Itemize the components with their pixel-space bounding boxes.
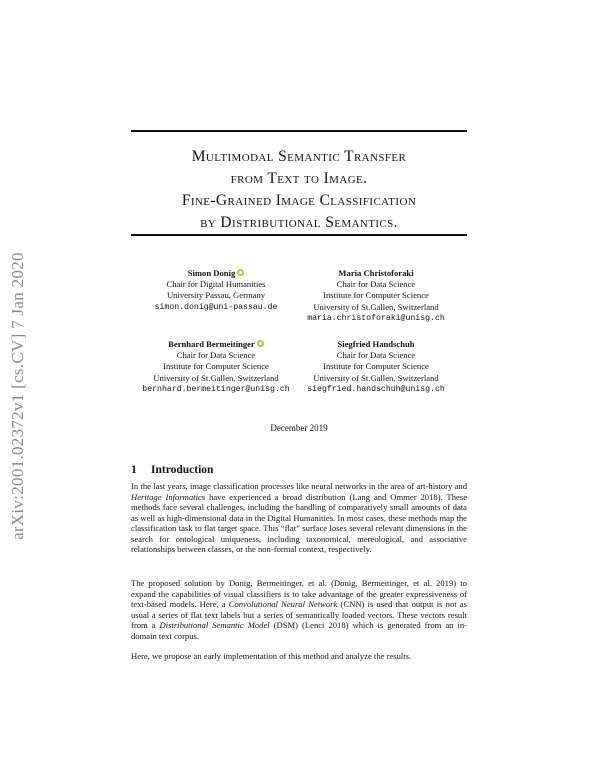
author-block bbox=[276, 339, 476, 395]
arxiv-stamp: arXiv:2001.02372v1 [cs.CV] 7 Jan 2020 bbox=[8, 252, 27, 540]
author-email[interactable]: bernhard.bermeitinger@unisg.ch bbox=[142, 384, 290, 394]
author-affiliation: Chair for Data Science bbox=[336, 279, 416, 290]
author-name: Maria Christoforaki bbox=[338, 268, 414, 278]
author-block bbox=[276, 268, 476, 324]
paragraph: The proposed solution by Donig, Bermeitinger, et al. (Donig, Bermeitinger, et al. 2019) to expand the capabilities of visual classifiers is to take advantage of the greater expressiveness of text-based models. Here, a Convolutional Neural Network (CNN) is used that output is not as usual a series of flat text labels but a series of semantically loaded vectors. These vectors result from a Distributional Semantic Model (DSM) (Lenci 2018) which is generated from an in-domain text corpus. bbox=[131, 578, 467, 641]
author-name: Simon Donig bbox=[187, 268, 236, 278]
section-heading bbox=[131, 464, 213, 476]
author-name: Siegfried Handschuh bbox=[337, 339, 415, 349]
author-affiliation: Chair for Digital Humanities bbox=[166, 279, 266, 290]
orcid-icon[interactable] bbox=[257, 340, 264, 347]
section-number: 1 bbox=[131, 464, 137, 476]
author-affiliation: Chair for Data Science bbox=[336, 350, 416, 361]
title-line: from Text to Image. bbox=[230, 170, 368, 187]
title-rule-bottom bbox=[131, 234, 467, 236]
author-affiliation: University of St.Gallen, Switzerland bbox=[313, 372, 439, 383]
orcid-icon[interactable] bbox=[237, 269, 244, 276]
paragraph: Here, we propose an early implementation of this method and analyze the results. bbox=[131, 651, 412, 661]
author-affiliation: Institute for Computer Science bbox=[163, 361, 269, 372]
title-rule-top bbox=[131, 130, 467, 132]
title-line: by Distributional Semantics. bbox=[200, 214, 398, 231]
author-affiliation: University Passau, Germany bbox=[166, 290, 266, 301]
author-email[interactable]: maria.christoforaki@unisg.ch bbox=[307, 313, 445, 323]
section-title: Introduction bbox=[151, 464, 214, 476]
paper-title bbox=[131, 146, 467, 234]
paper-date: December 2019 bbox=[270, 423, 328, 433]
author-affiliation: Institute for Computer Science bbox=[323, 361, 429, 372]
author-email[interactable]: siegfried.handschuh@unisg.ch bbox=[307, 384, 445, 394]
author-affiliation: Institute for Computer Science bbox=[323, 290, 429, 301]
paragraph: In the last years, image classification processes like neural networks in the area of art-history and Heritage Informatics have experienced a broad distribution (Lang and Ommer 2018). These methods face several challenges, including the handling of comparatively small amounts of data as well as high-dimensional data in the Digital Humanities. In most cases, these methods map the classification task to flat target space. This “flat” surface loses several relevant dimensions in the search for ontological uniqueness, including taxonomical, mereological, and associative relationships between classes, or the non-formal context, respectively. bbox=[131, 481, 468, 554]
author-affiliation: University of St.Gallen, Switzerland bbox=[153, 372, 279, 383]
title-line: Fine-Grained Image Classification bbox=[181, 192, 417, 209]
author-email[interactable]: simon.donig@uni-passau.de bbox=[154, 302, 278, 312]
title-line: Multimodal Semantic Transfer bbox=[191, 148, 407, 165]
author-name: Bernhard Bermeitinger bbox=[168, 339, 255, 349]
author-affiliation: Chair for Data Science bbox=[176, 350, 256, 361]
author-affiliation: University of St.Gallen, Switzerland bbox=[313, 301, 439, 312]
